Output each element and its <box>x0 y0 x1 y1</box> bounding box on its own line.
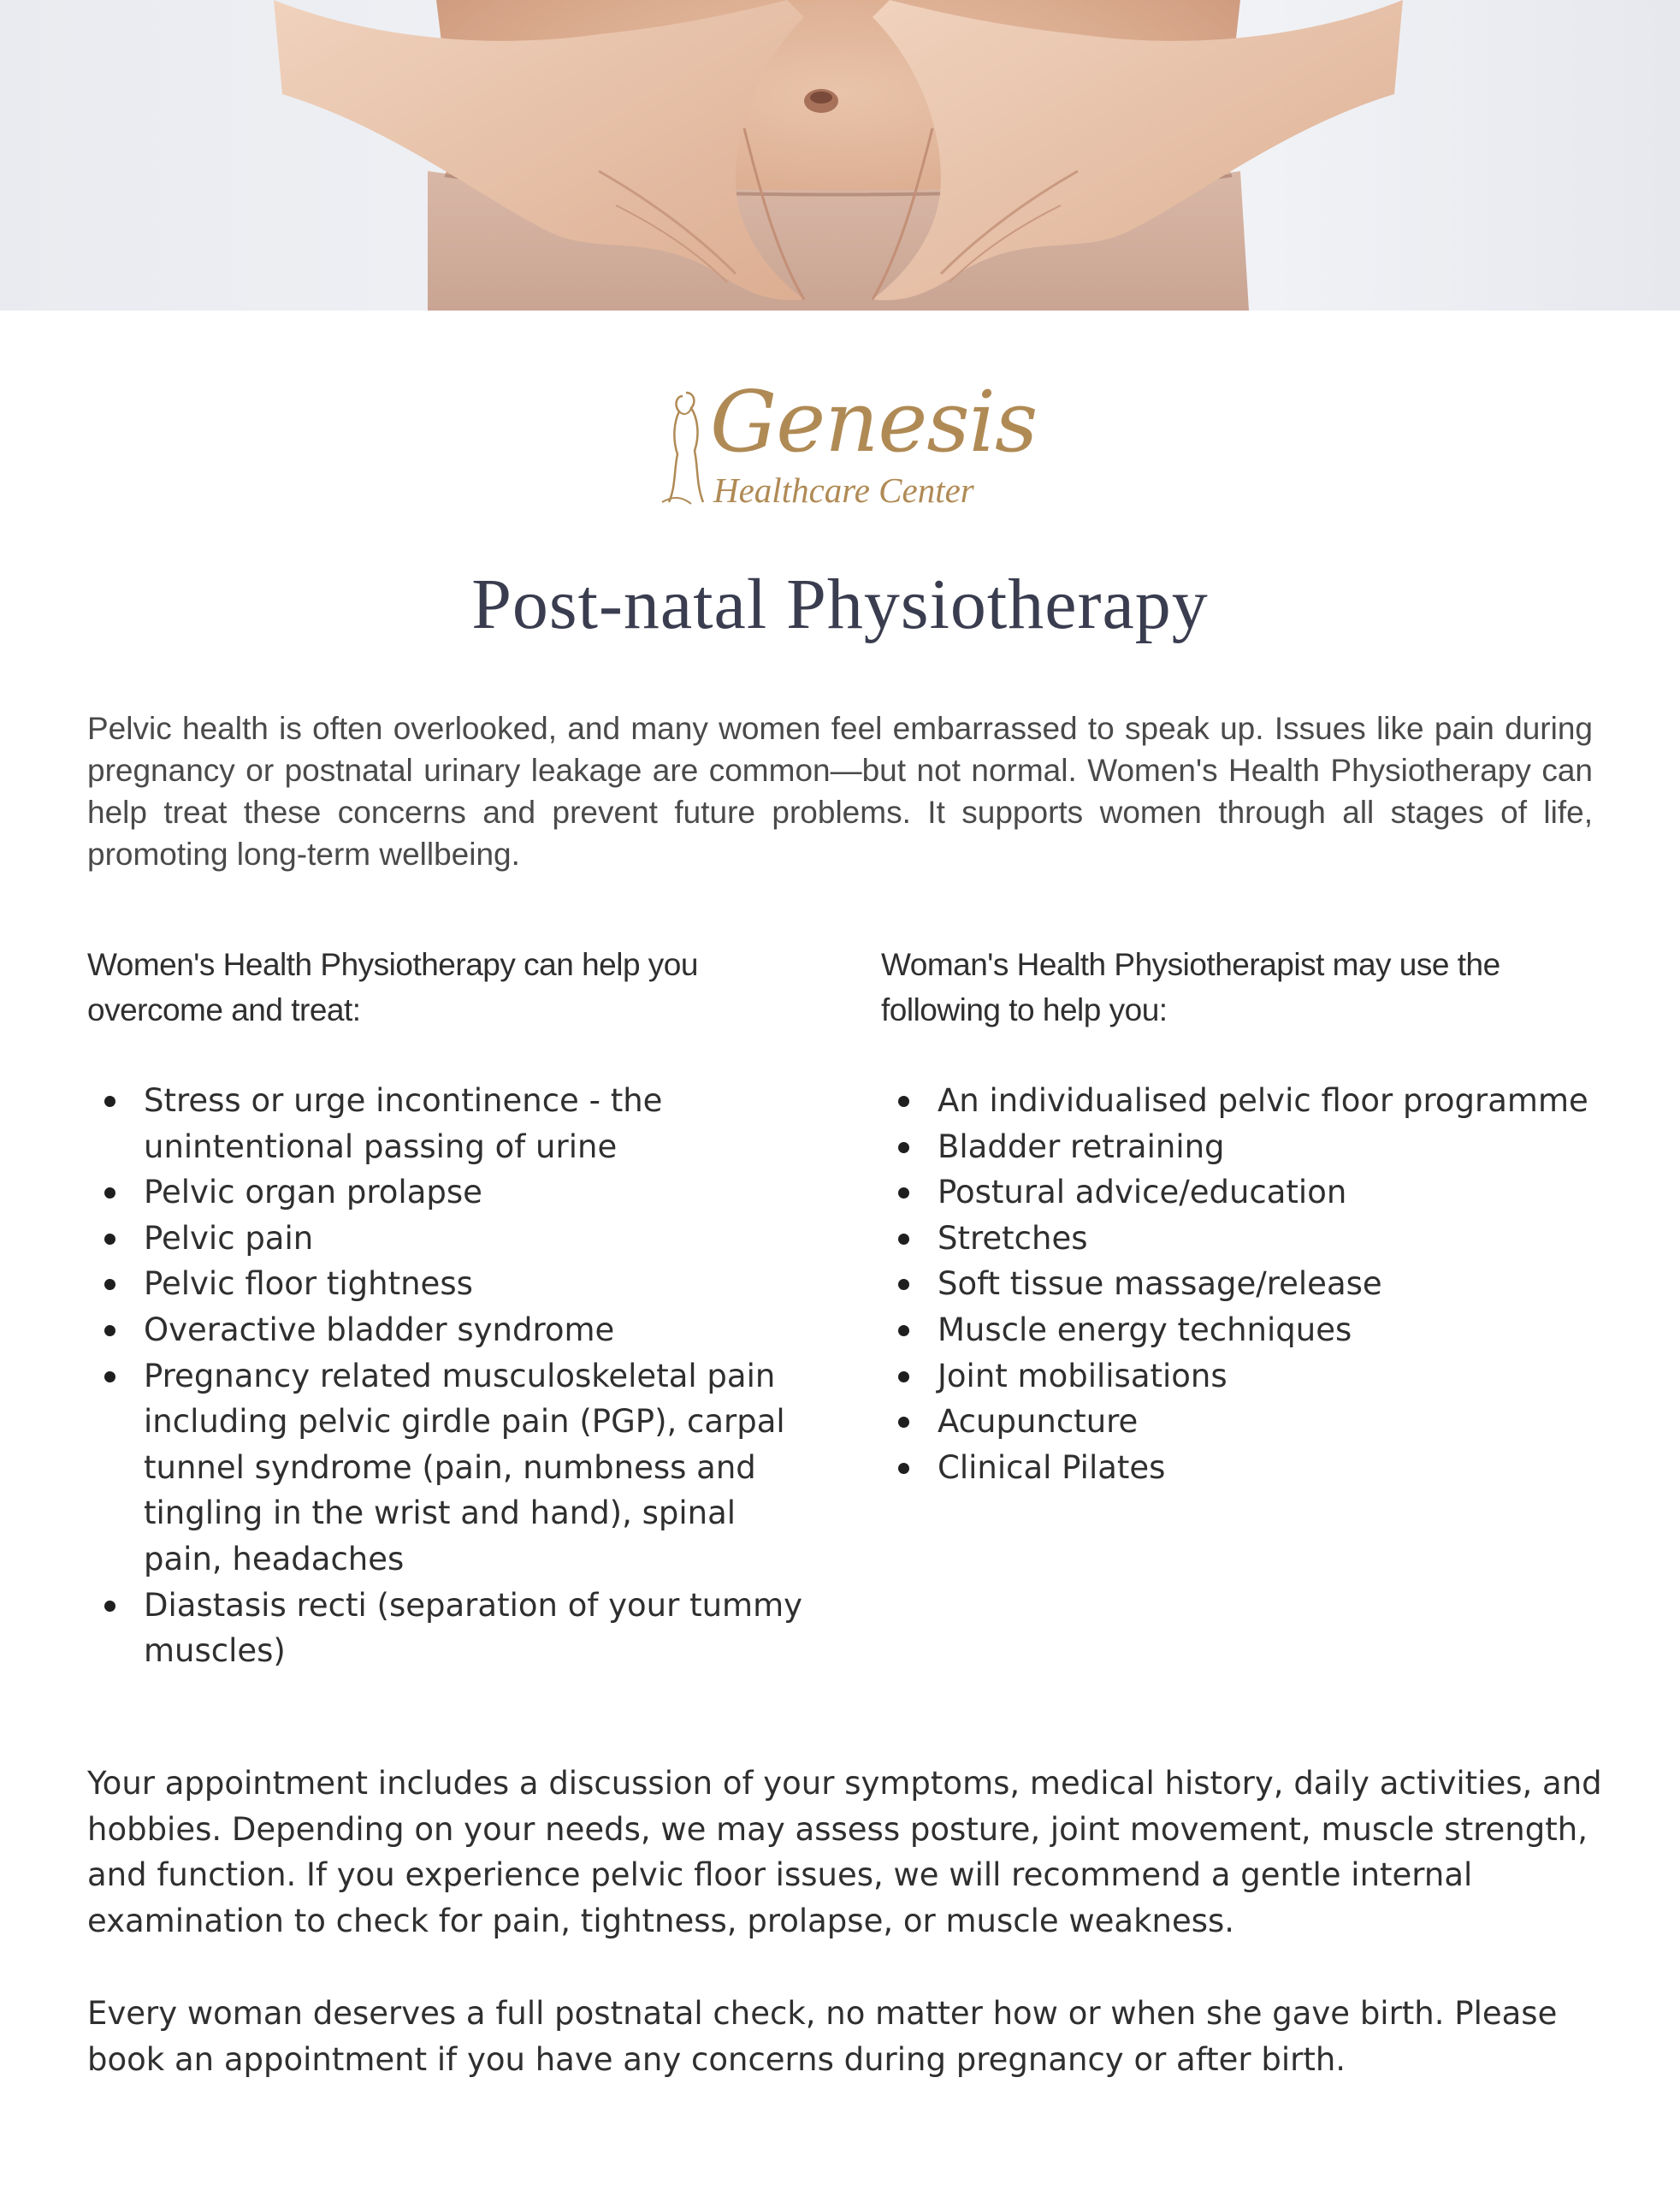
intro-paragraph: Pelvic health is often overlooked, and many women feel embarrassed to speak up. Issues like pain during pregnancy or postnatal urinary leakage are common—but not normal. Women's Health Physiotherapy can help treat these concerns and prevent future problems. It supports women through all stages of life, promoting long-term wellbeing. <box>87 711 1593 872</box>
page-title: Post-natal Physiotherapy <box>471 565 1209 644</box>
bullet-icon <box>104 1234 115 1245</box>
list-item: Postural advice/education <box>881 1169 1617 1216</box>
bullet-icon <box>898 1234 909 1245</box>
bullet-icon <box>104 1279 115 1290</box>
list-item: Acupuncture <box>881 1399 1617 1445</box>
list-item: Soft tissue massage/release <box>881 1261 1617 1307</box>
list-item: An individualised pelvic floor programme <box>881 1078 1617 1124</box>
list-item: Stretches <box>881 1216 1617 1262</box>
hands-heart-photo-icon <box>0 0 1680 311</box>
list-item: Pregnancy related musculoskeletal pain including pelvic girdle pain (PGP), carpal tunnel syndrome (pain, numbness and tingling in the wrist and hand), spinal pain, headaches <box>87 1353 806 1583</box>
list-item: Pelvic floor tightness <box>87 1261 806 1307</box>
logo-subtitle: Healthcare Center <box>713 471 974 510</box>
bullet-icon <box>898 1142 909 1153</box>
bullet-icon <box>104 1187 115 1199</box>
bullet-icon <box>898 1096 909 1107</box>
conditions-list <box>87 1078 806 1674</box>
hero-photo <box>0 0 1680 311</box>
list-item: Clinical Pilates <box>881 1445 1617 1491</box>
couple-figure-logo-icon <box>657 388 707 507</box>
bullet-icon <box>104 1601 115 1612</box>
bullet-icon <box>898 1417 909 1428</box>
list-item: Diastasis recti (separation of your tummy muscles) <box>87 1583 806 1674</box>
left-column-heading: Women's Health Physiotherapy can help you overcome and treat: <box>87 947 698 1027</box>
appointment-paragraph: Your appointment includes a discussion of your symptoms, medical history, daily activities, and hobbies. Depending on your needs, we may assess posture, joint movement, muscle strength, and function. If you experience pelvic floor issues, we will recommend a gentle internal examination to check for pain, tightness, prolapse, or muscle weakness. <box>87 1765 1602 1939</box>
closing-paragraph: Every woman deserves a full postnatal check, no matter how or when she gave birth. Please book an appointment if you have any concerns during pregnancy or after birth. <box>87 1995 1558 2078</box>
list-item: Stress or urge incontinence - the unintentional passing of urine <box>87 1078 806 1169</box>
list-item: Bladder retraining <box>881 1124 1617 1170</box>
bullet-icon <box>104 1371 115 1382</box>
right-column-heading: Woman's Health Physiotherapist may use the following to help you: <box>881 947 1500 1027</box>
list-item: Joint mobilisations <box>881 1353 1617 1400</box>
bullet-icon <box>898 1325 909 1336</box>
treatments-list <box>881 1078 1617 1490</box>
list-item: Pelvic organ prolapse <box>87 1169 806 1216</box>
list-item: Pelvic pain <box>87 1216 806 1262</box>
bullet-icon <box>898 1463 909 1474</box>
genesis-logo <box>657 374 1038 518</box>
bullet-icon <box>898 1187 909 1199</box>
bullet-icon <box>898 1279 909 1290</box>
bullet-icon <box>104 1096 115 1107</box>
bullet-icon <box>898 1371 909 1382</box>
logo-wordmark: Genesis <box>710 374 1038 471</box>
list-item: Muscle energy techniques <box>881 1307 1617 1353</box>
bullet-icon <box>104 1325 115 1336</box>
list-item: Overactive bladder syndrome <box>87 1307 806 1353</box>
